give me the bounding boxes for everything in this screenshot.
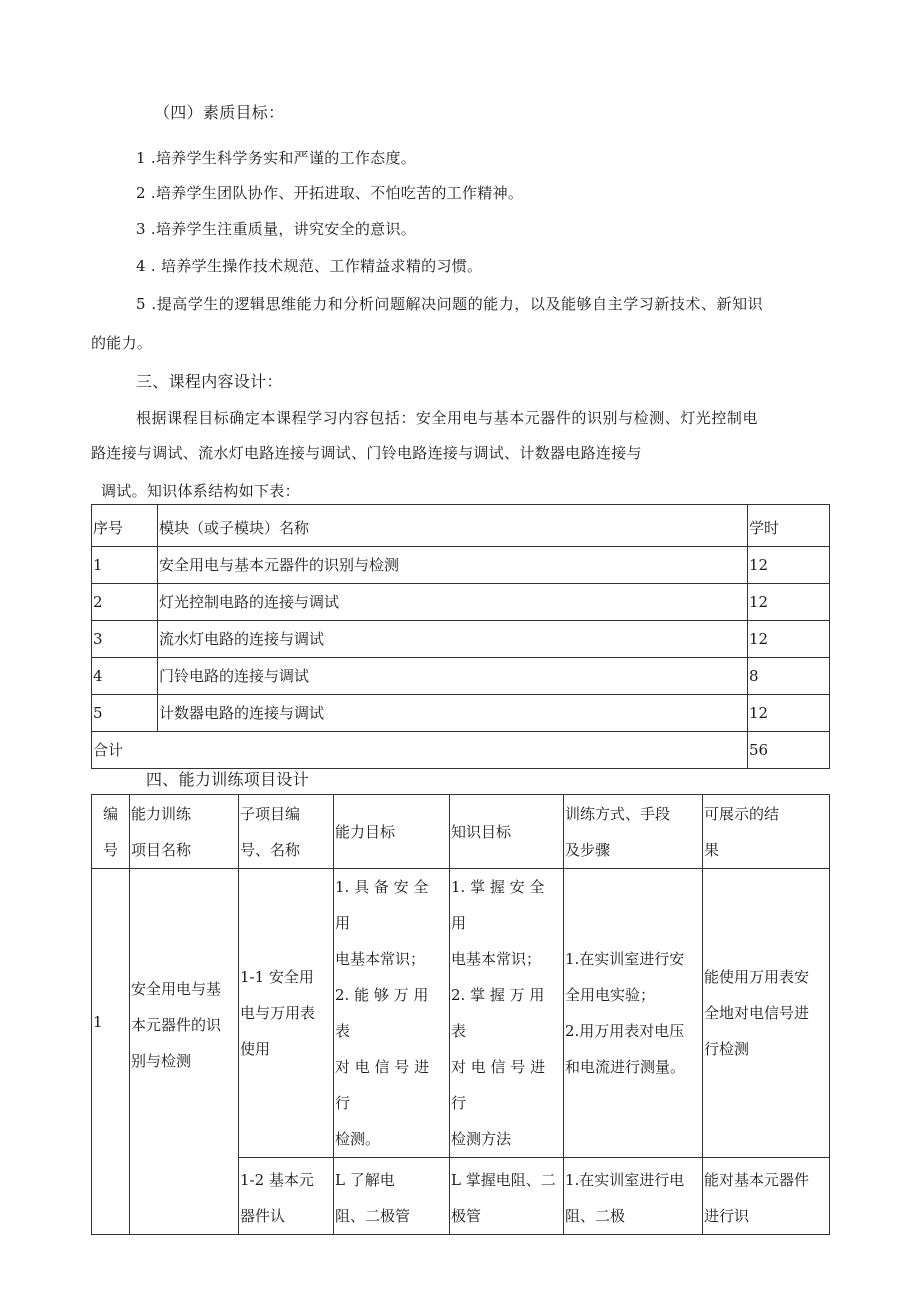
sub-project-name: 1-1 安全用 电与万用表 使用 — [239, 869, 334, 1158]
table-row — [92, 584, 830, 621]
training-table-header — [92, 795, 830, 869]
quality-goals-heading: （四）素质目标： — [154, 103, 285, 122]
row-no: 3 — [92, 621, 158, 658]
sub-project-name: 1-2 基本元 器件认 — [239, 1158, 334, 1235]
row-no: 5 — [92, 695, 158, 732]
module-table-header — [92, 505, 830, 547]
total-row — [92, 732, 830, 769]
row-module-name: 计数器电路的连接与调试 — [158, 695, 748, 732]
table-row — [92, 869, 830, 1158]
table-row — [92, 658, 830, 695]
row-module-name: 安全用电与基本元器件的识别与检测 — [158, 547, 748, 584]
row-no: 1 — [92, 547, 158, 584]
row-hours: 12 — [748, 621, 830, 658]
project-name: 安全用电与基 本元器件的识 别与检测 — [130, 869, 239, 1235]
quality-goal-item-5-line2: 的能力。 — [91, 334, 153, 352]
row-no: 4 — [92, 658, 158, 695]
table-row — [92, 695, 830, 732]
knowledge-goal: L 掌握电阻、二 极管 — [450, 1158, 564, 1235]
result: 能对基本元器件 进行识 — [703, 1158, 830, 1235]
table-row — [92, 547, 830, 584]
ability-goal: L 了解电 阻、二极管 — [334, 1158, 450, 1235]
header-no: 序号 — [92, 505, 158, 547]
total-label: 合计 — [92, 732, 748, 769]
quality-goal-item-3: 3 .培养学生注重质量，讲究安全的意识。 — [136, 220, 417, 238]
header-ability-goal: 能力目标 — [334, 795, 450, 869]
course-content-heading: 三、课程内容设计： — [136, 372, 283, 391]
header-sub-project: 子项目编 号、名称 — [239, 795, 334, 869]
table-row — [92, 621, 830, 658]
ability-goal: 1. 具 备 安 全 用 电基本常识； 2. 能 够 万 用 表 对 电 信 号 进 行 检测。 — [334, 869, 450, 1158]
header-no: 编 号 — [92, 795, 130, 869]
training-heading: 四、能力训练项目设计 — [146, 770, 310, 789]
row-no: 2 — [92, 584, 158, 621]
row-module-name: 流水灯电路的连接与调试 — [158, 621, 748, 658]
header-hours: 学时 — [748, 505, 830, 547]
row-hours: 8 — [748, 658, 830, 695]
course-content-para-line1: 根据课程目标确定本课程学习内容包括：安全用电与基本元器件的识别与检测、灯光控制电 — [136, 409, 759, 427]
header-project-name: 能力训练 项目名称 — [130, 795, 239, 869]
training-table — [91, 794, 830, 1235]
course-content-para-line3: 调试。知识体系结构如下表： — [101, 482, 300, 500]
row-hours: 12 — [748, 584, 830, 621]
row-module-name: 灯光控制电路的连接与调试 — [158, 584, 748, 621]
header-result: 可展示的结 果 — [703, 795, 830, 869]
project-no: 1 — [92, 869, 130, 1235]
header-knowledge-goal: 知识目标 — [450, 795, 564, 869]
header-training-method: 训练方式、手段 及步骤 — [564, 795, 703, 869]
training-method: 1.在实训室进行安 全用电实验； 2.用万用表对电压 和电流进行测量。 — [564, 869, 703, 1158]
knowledge-goal: 1. 掌 握 安 全 用 电基本常识； 2. 掌 握 万 用 表 对 电 信 号 进 行 检测方法 — [450, 869, 564, 1158]
row-module-name: 门铃电路的连接与调试 — [158, 658, 748, 695]
course-content-para-line2: 路连接与调试、流水灯电路连接与调试、门铃电路连接与调试、计数器电路连接与 — [91, 444, 642, 462]
quality-goal-item-5-line1: 5 .提高学生的逻辑思维能力和分析问题解决问题的能力，以及能够自主学习新技术、新知识 — [136, 295, 764, 313]
result: 能使用万用表安 全地对电信号进 行检测 — [703, 869, 830, 1158]
quality-goal-item-2: 2 .培养学生团队协作、开拓进取、不怕吃苦的工作精神。 — [136, 184, 524, 202]
module-table — [91, 504, 830, 769]
row-hours: 12 — [748, 547, 830, 584]
total-hours: 56 — [748, 732, 830, 769]
quality-goal-item-4: 4 . 培养学生操作技术规范、工作精益求精的习惯。 — [136, 257, 483, 275]
training-method: 1.在实训室进行电 阻、二极 — [564, 1158, 703, 1235]
header-module-name: 模块（或子模块）名称 — [158, 505, 748, 547]
quality-goal-item-1: 1 .培养学生科学务实和严谨的工作态度。 — [136, 149, 417, 167]
row-hours: 12 — [748, 695, 830, 732]
